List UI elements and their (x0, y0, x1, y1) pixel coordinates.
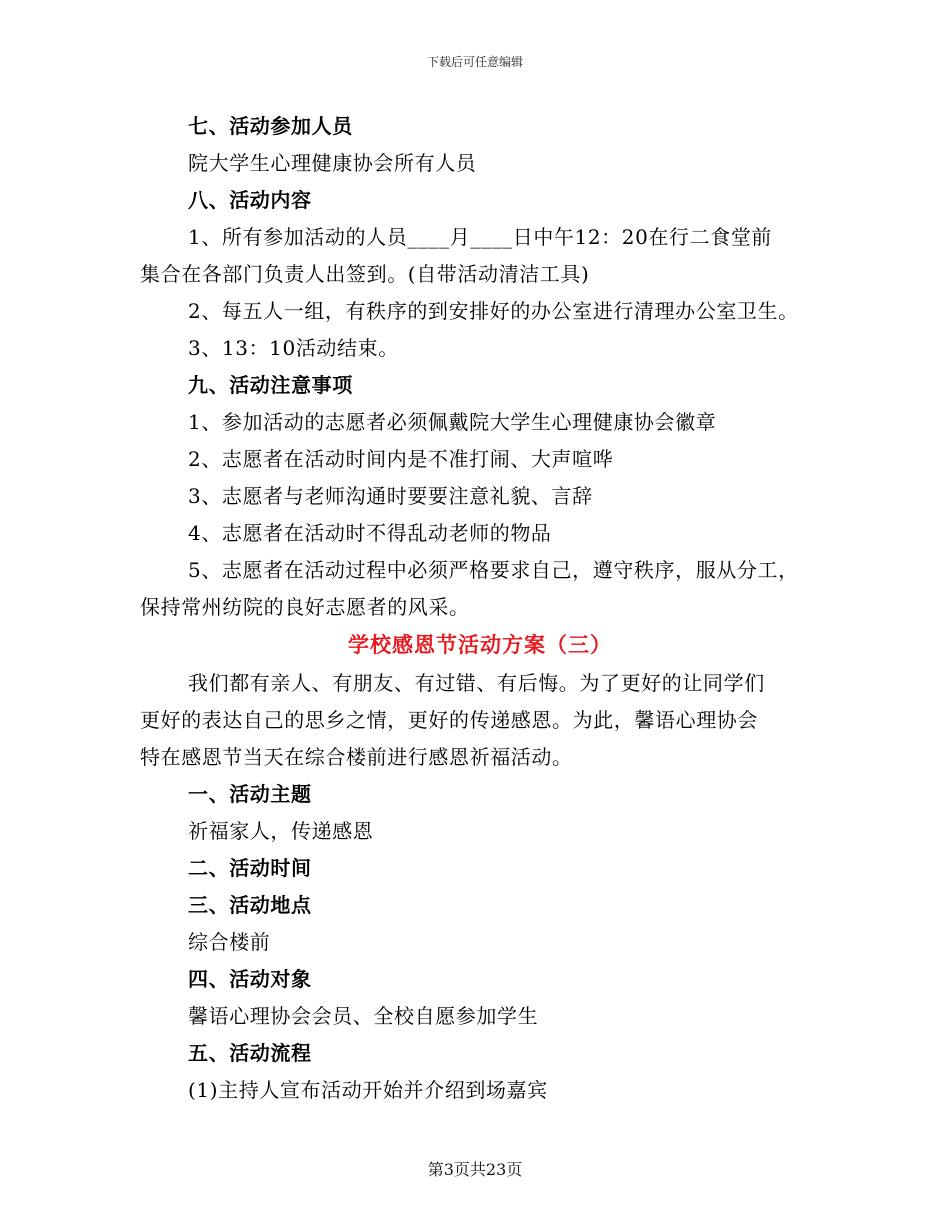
section-heading: 三、活动地点 (188, 893, 312, 917)
section-heading: 五、活动流程 (188, 1041, 312, 1065)
list-item: 3、13：10活动结束。 (188, 336, 399, 360)
list-item: 5、志愿者在活动过程中必须严格要求自己，遵守秩序，服从分工， (188, 558, 799, 582)
list-item: 2、志愿者在活动时间内是不准打闹、大声喧哗 (188, 447, 614, 471)
paragraph: 院大学生心理健康协会所有人员 (188, 151, 477, 175)
document-body (140, 108, 820, 1109)
list-item: 1、所有参加活动的人员____月____日中午12：20在行二食堂前 (188, 225, 773, 249)
paragraph: 祈福家人，传递感恩 (188, 819, 374, 843)
paragraph: (1)主持人宣布活动开始并介绍到场嘉宾 (188, 1078, 548, 1102)
list-item: 2、每五人一组，有秩序的到安排好的办公室进行清理办公室卫生。 (188, 299, 799, 323)
page-footer: 第3页共23页 (427, 1160, 523, 1179)
list-item: 1、参加活动的志愿者必须佩戴院大学生心理健康协会徽章 (188, 410, 717, 434)
intro-paragraph: 更好的表达自己的思乡之情，更好的传递感恩。为此，馨语心理协会 (140, 708, 758, 732)
intro-paragraph: 我们都有亲人、有朋友、有过错、有后悔。为了更好的让同学们 (188, 671, 765, 695)
list-item: 3、志愿者与老师沟通时要要注意礼貌、言辞 (188, 484, 593, 508)
paragraph: 综合楼前 (188, 930, 271, 954)
section-heading: 九、活动注意事项 (188, 373, 353, 397)
list-item-continuation: 集合在各部门负责人出签到。(自带活动清洁工具) (140, 262, 590, 286)
document-title: 学校感恩节活动方案（三） (348, 633, 612, 657)
section-heading: 四、活动对象 (188, 967, 312, 991)
section-heading: 八、活动内容 (188, 188, 312, 212)
section-heading: 七、活动参加人员 (188, 114, 353, 138)
section-heading: 二、活动时间 (188, 856, 312, 880)
page-header: 下载后可任意编辑 (426, 55, 523, 69)
section-heading: 一、活动主题 (188, 782, 312, 806)
paragraph: 馨语心理协会会员、全校自愿参加学生 (188, 1004, 539, 1028)
list-item-continuation: 保持常州纺院的良好志愿者的风采。 (140, 595, 470, 619)
list-item: 4、志愿者在活动时不得乱动老师的物品 (188, 521, 552, 545)
intro-paragraph: 特在感恩节当天在综合楼前进行感恩祈福活动。 (140, 745, 573, 769)
